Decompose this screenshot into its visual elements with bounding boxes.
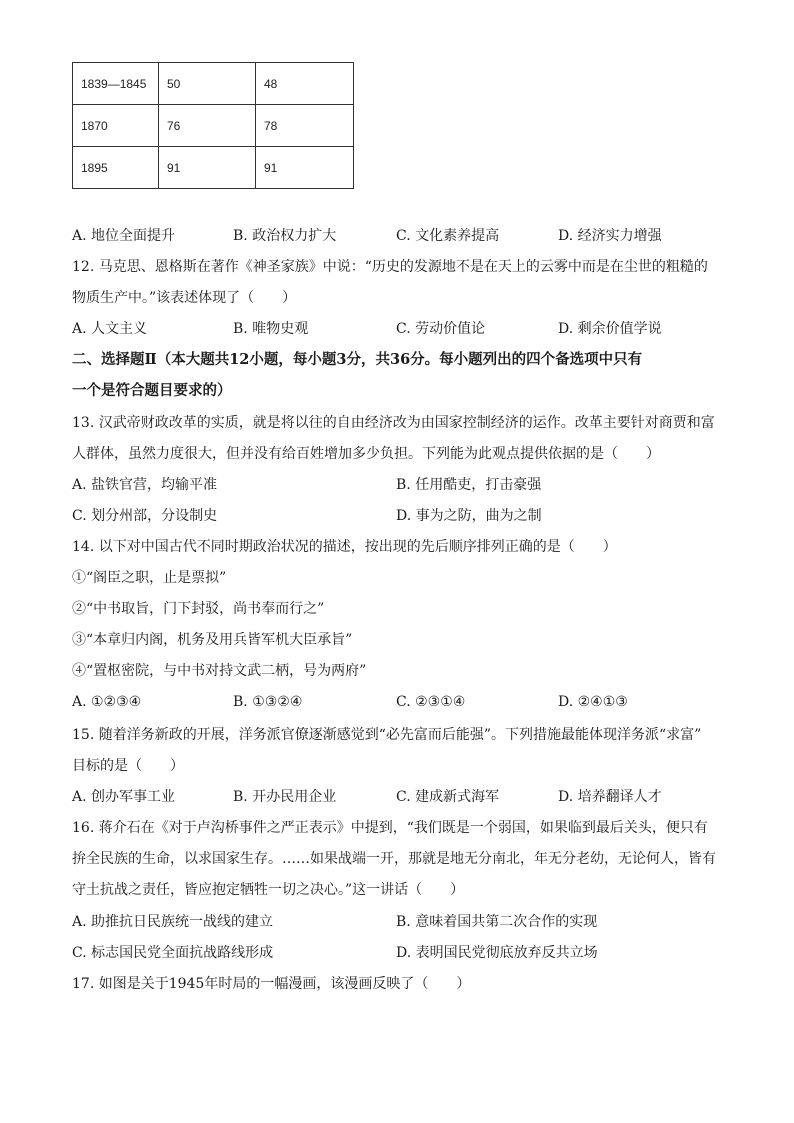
section-heading-line-1: 二、选择题Ⅱ（本大题共12小题，每小题3分，共36分。每小题列出的四个备选项中只有 [72,351,643,368]
section-heading-line-2: 一个是符合题目要求的） [72,382,232,399]
q11-option-a: A. 地位全面提升 [72,228,176,244]
q16-option-b: B. 意味着国共第二次合作的实现 [396,914,598,930]
q13-option-a: A. 盐铁官营，均输平准 [72,477,218,493]
q11-option-c: C. 文化素养提高 [396,228,500,244]
table-cell: 50 [159,63,256,105]
q12-option-d: D. 剩余价值学说 [558,321,662,337]
table-cell: 1839—1845 [73,63,159,105]
q14-item-4: ④“置枢密院，与中书对持文武二柄，号为两府” [72,663,367,679]
q16-option-d: D. 表明国民党彻底放弃反共立场 [396,945,598,961]
q14-option-c: C. ②③①④ [396,694,466,710]
q14-item-3: ③“本章归内阁，机务及用兵皆军机大臣承旨” [72,632,353,648]
q14-option-d: D. ②④①③ [558,694,628,710]
q13-stem-line-2: 人群体，虽然力度很大，但并没有给百姓增加多少负担。下列能为此观点提供依据的是（ ） [72,446,660,462]
q14-item-2: ②“中书取旨，门下封驳，尚书奉而行之” [72,601,325,617]
q13-option-c: C. 划分州部，分设制史 [72,508,218,524]
table-row [73,147,354,189]
q13-stem-line-1: 13. 汉武帝财政改革的实质，就是将以往的自由经济改为由国家控制经济的运作。改革主要针对商贾和富 [72,415,715,431]
q14-item-1: ①“阁臣之职，止是票拟” [72,570,227,586]
table-cell: 78 [256,105,354,147]
q14-stem: 14. 以下对中国古代不同时期政治状况的描述，按出现的先后顺序排列正确的是（ ） [72,539,617,555]
q15-option-b: B. 开办民用企业 [233,789,337,805]
q12-stem-line-1: 12. 马克思、恩格斯在著作《神圣家族》中说：“历史的发源地不是在天上的云雾中而是在尘世的粗糙的 [72,259,708,275]
q16-stem-line-2: 拚全民族的生命，以求国家生存。……如果战端一开，那就是地无分南北，年无分老幼，无论何人，皆有 [72,851,716,867]
q16-option-a: A. 助推抗日民族统一战线的建立 [72,914,274,930]
q15-option-a: A. 创办军事工业 [72,789,176,805]
q12-stem-line-2: 物质生产中。”该表述体现了（ ） [72,290,297,306]
q11-option-d: D. 经济实力增强 [558,228,662,244]
q16-stem-line-1: 16. 蒋介石在《对于卢沟桥事件之严正表示》中提到，“我们既是一个弱国，如果临到最后关头，便只有 [72,820,708,836]
q12-option-c: C. 劳动价值论 [396,321,486,337]
table-row [73,105,354,147]
q15-option-c: C. 建成新式海军 [396,789,500,805]
table-cell: 1895 [73,147,159,189]
table-cell: 91 [159,147,256,189]
q14-option-b: B. ①③②④ [233,694,303,710]
q15-stem-line-2: 目标的是（ ） [72,758,184,774]
q16-stem-line-3: 守土抗战之责任，皆应抱定牺牲一切之决心。”这一讲话（ ） [72,882,465,898]
data-table [72,62,354,189]
table-cell: 48 [256,63,354,105]
table-cell: 76 [159,105,256,147]
q12-option-b: B. 唯物史观 [233,321,309,337]
q11-option-b: B. 政治权力扩大 [233,228,337,244]
q14-option-a: A. ①②③④ [72,694,142,710]
table-cell: 1870 [73,105,159,147]
q13-option-b: B. 任用酷吏，打击豪强 [396,477,542,493]
q12-option-a: A. 人文主义 [72,321,148,337]
table-cell: 91 [256,147,354,189]
q15-option-d: D. 培养翻译人才 [558,789,662,805]
q13-option-d: D. 事为之防，曲为之制 [396,508,542,524]
q17-stem: 17. 如图是关于1945年时局的一幅漫画，该漫画反映了（ ） [72,976,471,992]
table-row [73,63,354,105]
q16-option-c: C. 标志国民党全面抗战路线形成 [72,945,274,961]
q15-stem-line-1: 15. 随着洋务新政的开展，洋务派官僚逐渐感觉到“必先富而后能强”。下列措施最能体现洋务派“求富” [72,727,702,743]
